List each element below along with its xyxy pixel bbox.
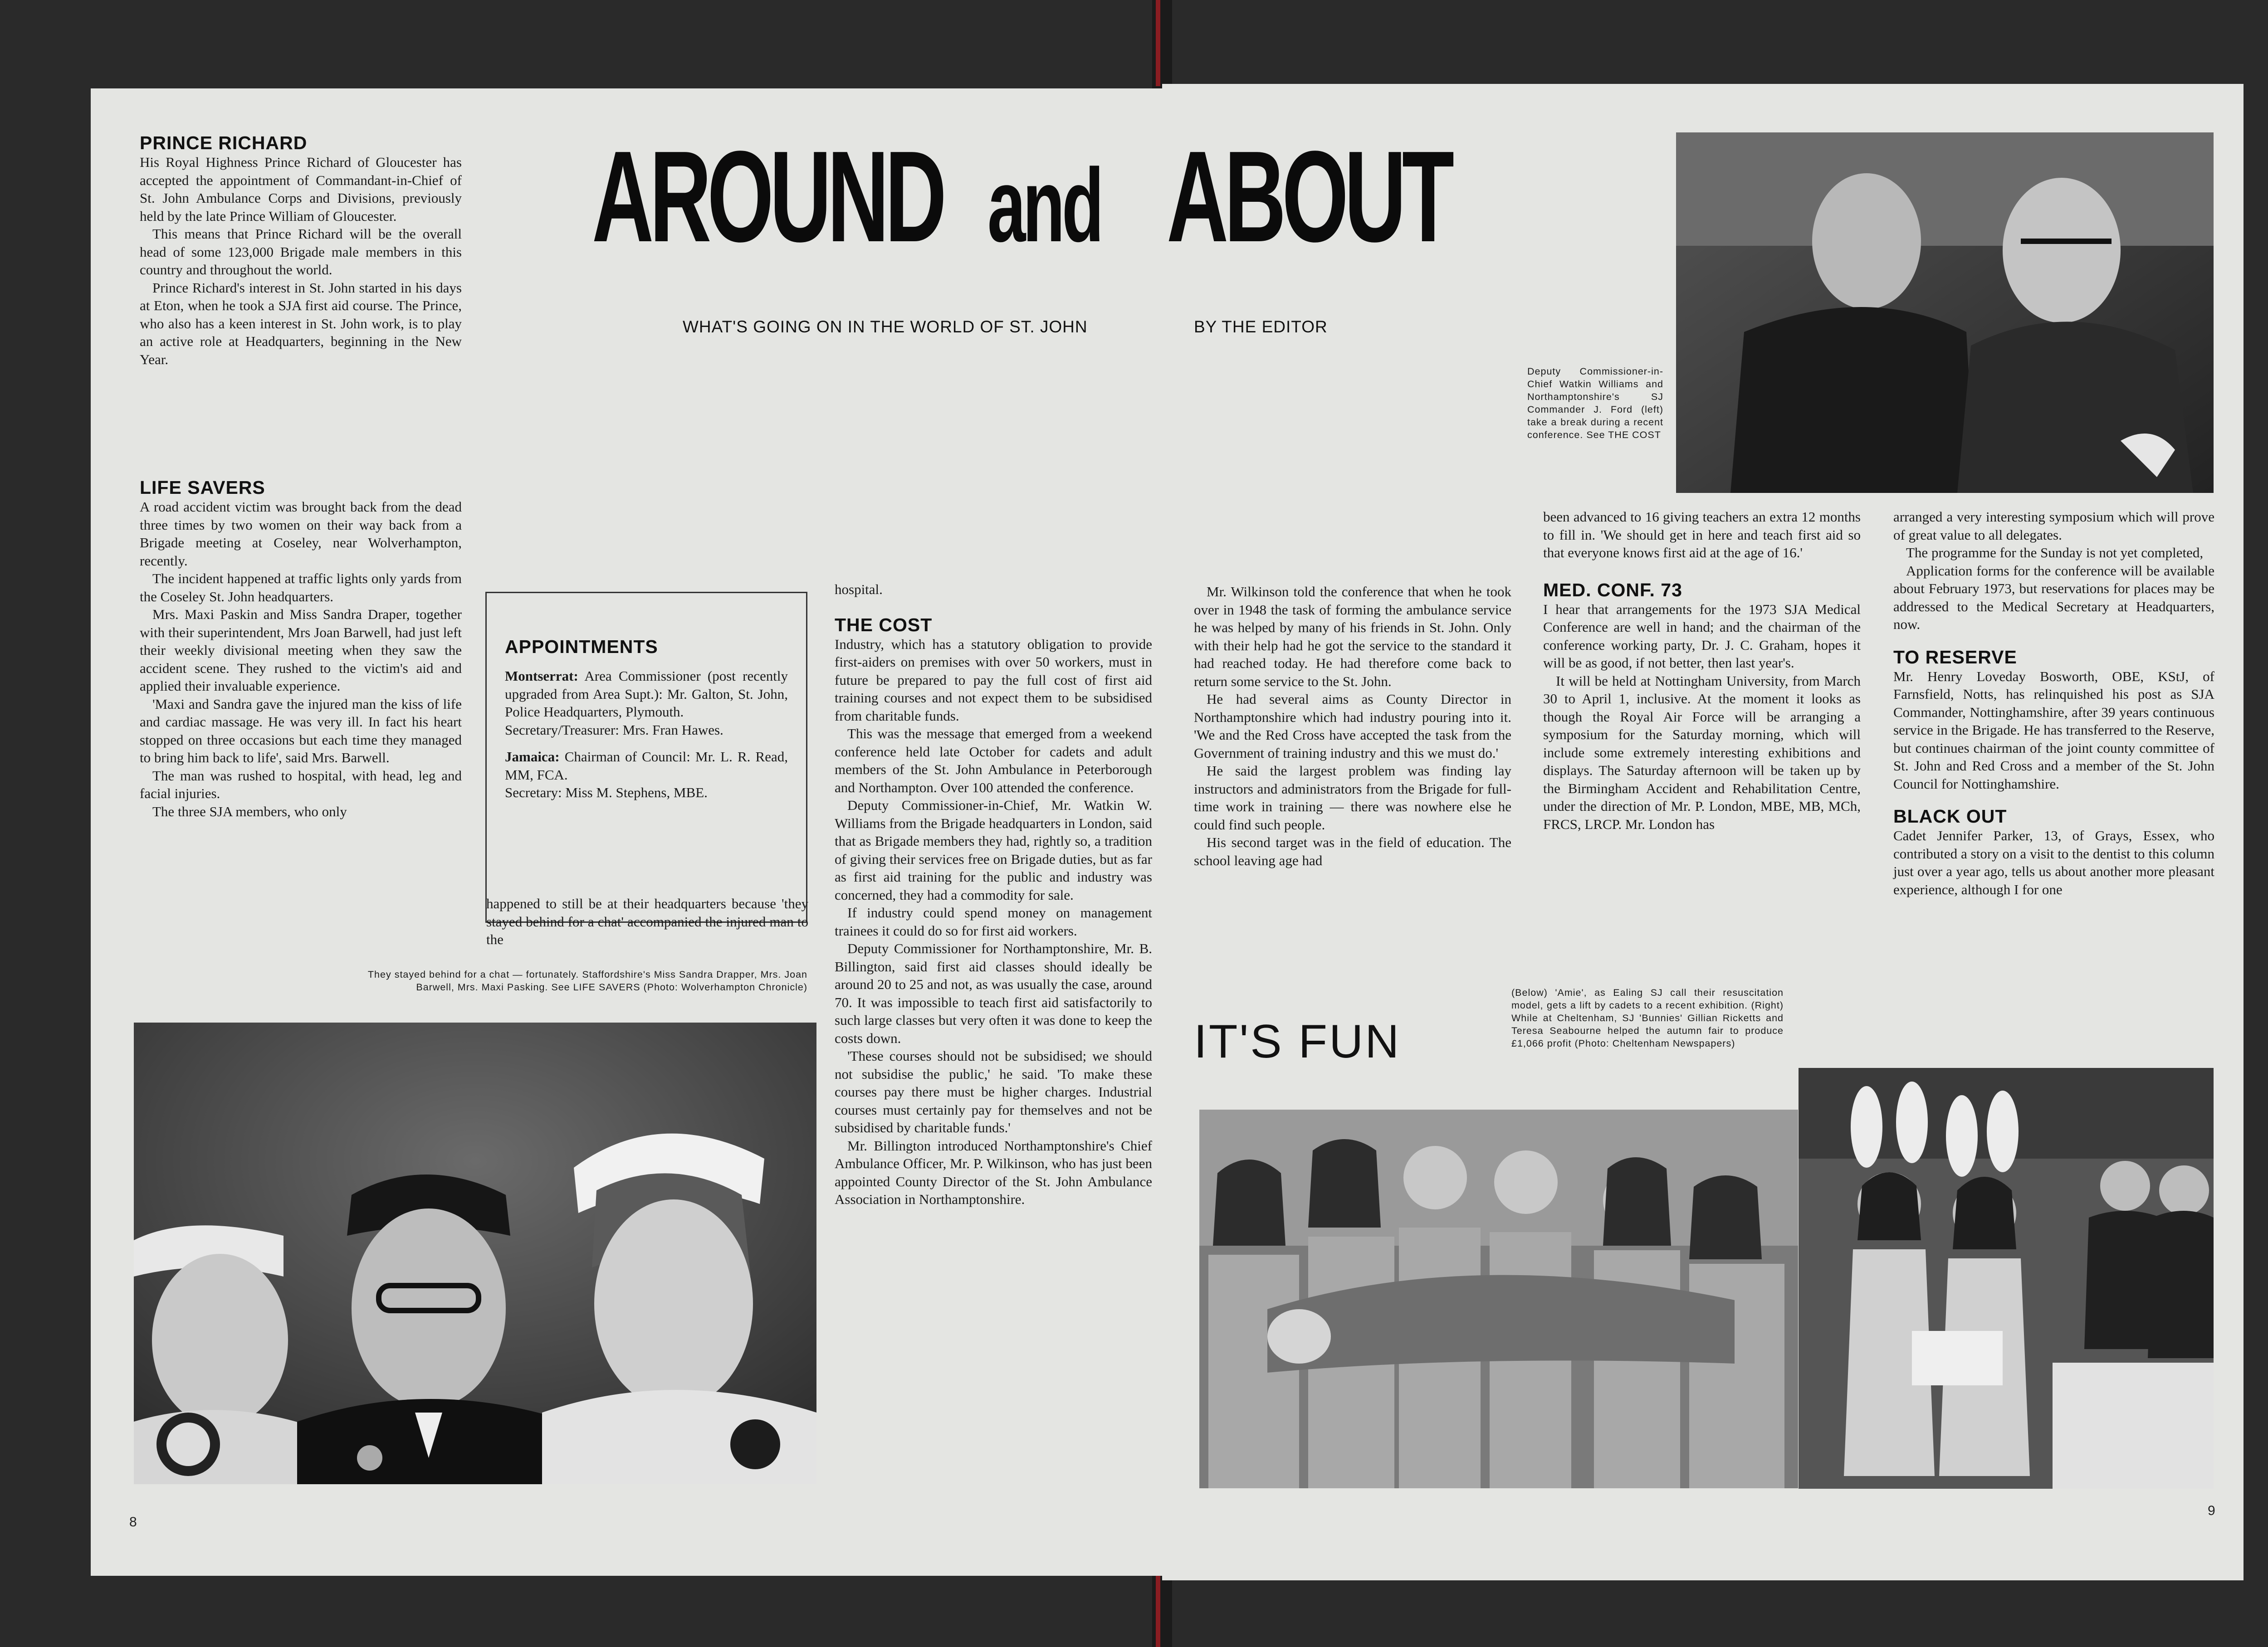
left-page — [91, 88, 1162, 1576]
the-cost-p2: This was the message that emerged from a weekend conference held late October for cadets and adult members of the St. John Ambulance in Peterborough and Northampton. Over 100 attended the conference. — [835, 726, 1152, 795]
black-out-p1: Cadet Jennifer Parker, 13, of Grays, Essex, who contributed a story on a visit to the dentist to this column just over a year ago, tells us about another more pleasant experience, although I for one — [1893, 828, 2214, 897]
title-about: ABOUT — [1167, 124, 1450, 269]
black-out-heading: BLACK OUT — [1893, 806, 2007, 827]
the-cost-p10: He said the largest problem was finding lay instructors and administrators from the Brigade for full-time work in training — there was nowhere else he could find such people. — [1194, 763, 1511, 833]
subtitle-right: BY THE EDITOR — [1194, 317, 1328, 336]
life-savers-heading: LIFE SAVERS — [140, 477, 265, 498]
prince-richard-section — [140, 134, 462, 368]
the-cost-p9: He had several aims as County Director in Northamptonshire which had industry pouring into it. 'We and the Red Cross have accepted the task from the Government of training industry and this we must do.' — [1194, 691, 1511, 761]
appointments-heading: APPOINTMENTS — [505, 636, 658, 657]
title-about-wrap — [1167, 124, 1596, 269]
med-conf-p5: Application forms for the conference will be available about February 1973, but reservations for places may be addressed to the Medical Secretary at Headquarters, now. — [1893, 562, 2214, 632]
its-fun-heading: IT'S FUN — [1194, 1015, 1401, 1068]
officers-photo — [1676, 132, 2214, 493]
the-cost-p8: Mr. Wilkinson told the conference that when he took over in 1948 the task of forming the ambulance service he was helped by many of his friends in St. John. Only with their help had he got the service to the standard it had reached today. He had therefore come back to return some service to the St. John. — [1194, 584, 1511, 689]
jamaica-text: Chairman of Council: Mr. L. R. Read, MM, FCA. — [505, 749, 788, 783]
the-cost-continued — [1194, 583, 1511, 869]
life-savers-p4: 'Maxi and Sandra gave the injured man the kiss of life and cardiac massage. He was very ill. In fact his heart stopped on three occasions but each time they managed to bring him back to life', said Mrs. Barwell. — [140, 696, 462, 765]
the-cost-p12: been advanced to 16 giving teachers an extra 12 months to fill in. 'We should get in here and teach first aid so that everyone knows first aid at the age of 16.' — [1543, 509, 1861, 560]
life-savers-cont2: hospital. — [835, 581, 883, 597]
med-conf-section — [1543, 508, 1861, 833]
officers-photo-image — [1676, 132, 2214, 493]
to-reserve-heading: TO RESERVE — [1893, 646, 2017, 668]
bunnies-photo-image — [1799, 1068, 2214, 1489]
the-cost-section — [835, 580, 1152, 1208]
med-conf-p1: I hear that arrangements for the 1973 SJA Medical Conference are well in hand; and the chairman of the conference working party, Dr. J. C. Graham, hopes it will be as good, if not better, then last year's. — [1543, 601, 1861, 671]
cadets-photo — [1199, 1110, 1798, 1488]
montserrat-text: Area Commissioner (post recently upgraded from Area Supt.): Mr. Galton, St. John, Police Headquarters, Plymouth. — [505, 668, 788, 720]
title-around-and — [592, 124, 1162, 269]
life-savers-p2: The incident happened at traffic lights only yards from the Coseley St. John headquarters. — [140, 570, 462, 604]
right-column — [1893, 508, 2214, 898]
med-conf-p2: It will be held at Nottingham University, from March 30 to April 1, inclusive. At the moment it looks as though the Royal Air Force will be arranging a symposium for the Saturday morning, which will include some extremely interesting exhibitions and displays. The Saturday afternoon will be taken up by the Birmingham Accident and Rehabilitation Centre, under the direction of Mr. P. London, MBE, MB, MCh, FRCS, LRCP. Mr. London has — [1543, 672, 1861, 832]
life-savers-p5: The man was rushed to hospital, with head, leg and facial injuries. — [140, 767, 462, 801]
nurses-photo-caption: They stayed behind for a chat — fortunately. Staffordshire's Miss Sandra Drapper, Mrs. Joan Barwell, Mrs. Maxi Pasking. See LIFE SAVERS (Photo: Wolverhampton Chronicle) — [367, 969, 807, 993]
right-page — [1162, 84, 2244, 1580]
appointments-box — [485, 592, 807, 923]
prince-richard-p3: Prince Richard's interest in St. John started in his days at Eton, when he took a SJA first aid course. The Prince, who also has a keen interest in St. John work, is to play an active role at Headquarters, beginning in the New Year. — [140, 279, 462, 367]
life-savers-p6: The three SJA members, who only — [152, 803, 347, 819]
page-number-right: 9 — [2208, 1503, 2215, 1518]
life-savers-p3: Mrs. Maxi Paskin and Miss Sandra Draper, together with their superintendent, Mrs Joan Barwell, had just left their weekly divisional meeting when they saw the accident scene. They rushed to the victim's aid and applied their invaluable experience. — [140, 606, 462, 694]
spine-mark-bottom — [1156, 1574, 1160, 1647]
the-cost-p5: Deputy Commissioner for Northamptonshire, Mr. B. Billington, said first aid classes should ideally be around 20 to 25 and not, as was usually the case, around 70. It was impossible to teach first aid satisfactorily to such large classes but very often it was done to keep the costs down. — [835, 940, 1152, 1046]
its-fun-caption: (Below) 'Amie', as Ealing SJ call their resuscitation model, gets a lift by cadets to a recent exhibition. (Right) While at Cheltenham, SJ 'Bunnies' Gillian Ricketts and Teresa Seabourne helped the autumn fair to produce £1,066 profit (Photo: Cheltenham Newspapers) — [1511, 987, 1784, 1049]
montserrat-secretary: Secretary/Treasurer: Mrs. Fran Hawes. — [505, 721, 723, 738]
the-cost-heading: THE COST — [835, 614, 933, 635]
the-cost-p1: Industry, which has a statutory obligation to provide first-aiders on premises with over 50 workers, must in future be prepared to pay the full cost of first aid training courses and not expect them to be subsidised from charitable funds. — [835, 636, 1152, 724]
page-number-left: 8 — [129, 1515, 137, 1530]
life-savers-continued — [486, 895, 808, 949]
nurses-photo-image — [134, 1023, 816, 1484]
spine-mark-top — [1156, 0, 1160, 86]
montserrat-label: Montserrat: — [505, 668, 578, 684]
subtitle-left: WHAT'S GOING ON IN THE WORLD OF ST. JOHN — [683, 317, 1088, 336]
cadets-photo-image — [1199, 1110, 1798, 1488]
officers-photo-caption: Deputy Commissioner-in-Chief Watkin Williams and Northamptonshire's SJ Commander J. Ford (left) take a break during a recent conference. See THE COST — [1527, 366, 1663, 440]
med-conf-p3: arranged a very interesting symposium which will prove of great value to all delegates. — [1893, 509, 2214, 543]
life-savers-section — [140, 478, 462, 820]
the-cost-p4: If industry could spend money on management trainees it could do so for first aid workers. — [835, 905, 1152, 939]
to-reserve-p1: Mr. Henry Loveday Bosworth, OBE, KStJ, of Farnsfield, Notts, has relinquished his post as SJA Commander, Nottinghamshire, after 39 years continuous service in the Brigade. He has transferred to the Reserve, but continues chairman of the joint county committee of St. John and Red Cross and a member of the St. John Council for Nottinghamshire. — [1893, 668, 2214, 792]
the-cost-p6: 'These courses should not be subsidised; we should not subsidise the public,' he said. 'To make these courses pay there must be higher charges. Industrial courses must certainly pay for themselves and not be subsidised by charitable funds.' — [835, 1048, 1152, 1135]
bunnies-photo — [1799, 1068, 2214, 1489]
prince-richard-heading: PRINCE RICHARD — [140, 132, 308, 153]
jamaica-label: Jamaica: — [505, 749, 560, 765]
the-cost-p3: Deputy Commissioner-in-Chief, Mr. Watkin W. Williams from the Brigade headquarters in London, said that as Brigade members they had, rightly so, a tradition of giving their services free on Brigade duties, but as far as first aid training for the public and industry was concerned, they had a commodity for sale. — [835, 797, 1152, 903]
prince-richard-p2: This means that Prince Richard will be the overall head of some 123,000 Brigade male members in this country and throughout the world. — [140, 226, 462, 278]
med-conf-p4: The programme for the Sunday is not yet completed, — [1906, 545, 2204, 560]
med-conf-heading: MED. CONF. 73 — [1543, 579, 1682, 600]
prince-richard-p1: His Royal Highness Prince Richard of Gloucester has accepted the appointment of Commandant-in-Chief of St. John Ambulance Corps and Divisions, previously held by the late Prince William of Gloucester. — [140, 154, 462, 224]
title-around: AROUND — [592, 124, 943, 269]
life-savers-p1: A road accident victim was brought back from the dead three times by two women on their way back from a Brigade meeting at Coseley, near Wolverhampton, recently. — [140, 499, 462, 569]
title-and: and — [987, 147, 1101, 263]
the-cost-p11: His second target was in the field of education. The school leaving age had — [1194, 834, 1511, 868]
nurses-photo — [134, 1023, 816, 1484]
jamaica-secretary: Secretary: Miss M. Stephens, MBE. — [505, 785, 708, 800]
life-savers-cont: happened to still be at their headquarters because 'they stayed behind for a chat' accompanied the injured man to the — [486, 896, 808, 947]
the-cost-p7: Mr. Billington introduced Northamptonshire's Chief Ambulance Officer, Mr. P. Wilkinson, who has just been appointed County Director of the St. John Ambulance Association in Northamptonshire. — [835, 1137, 1152, 1207]
